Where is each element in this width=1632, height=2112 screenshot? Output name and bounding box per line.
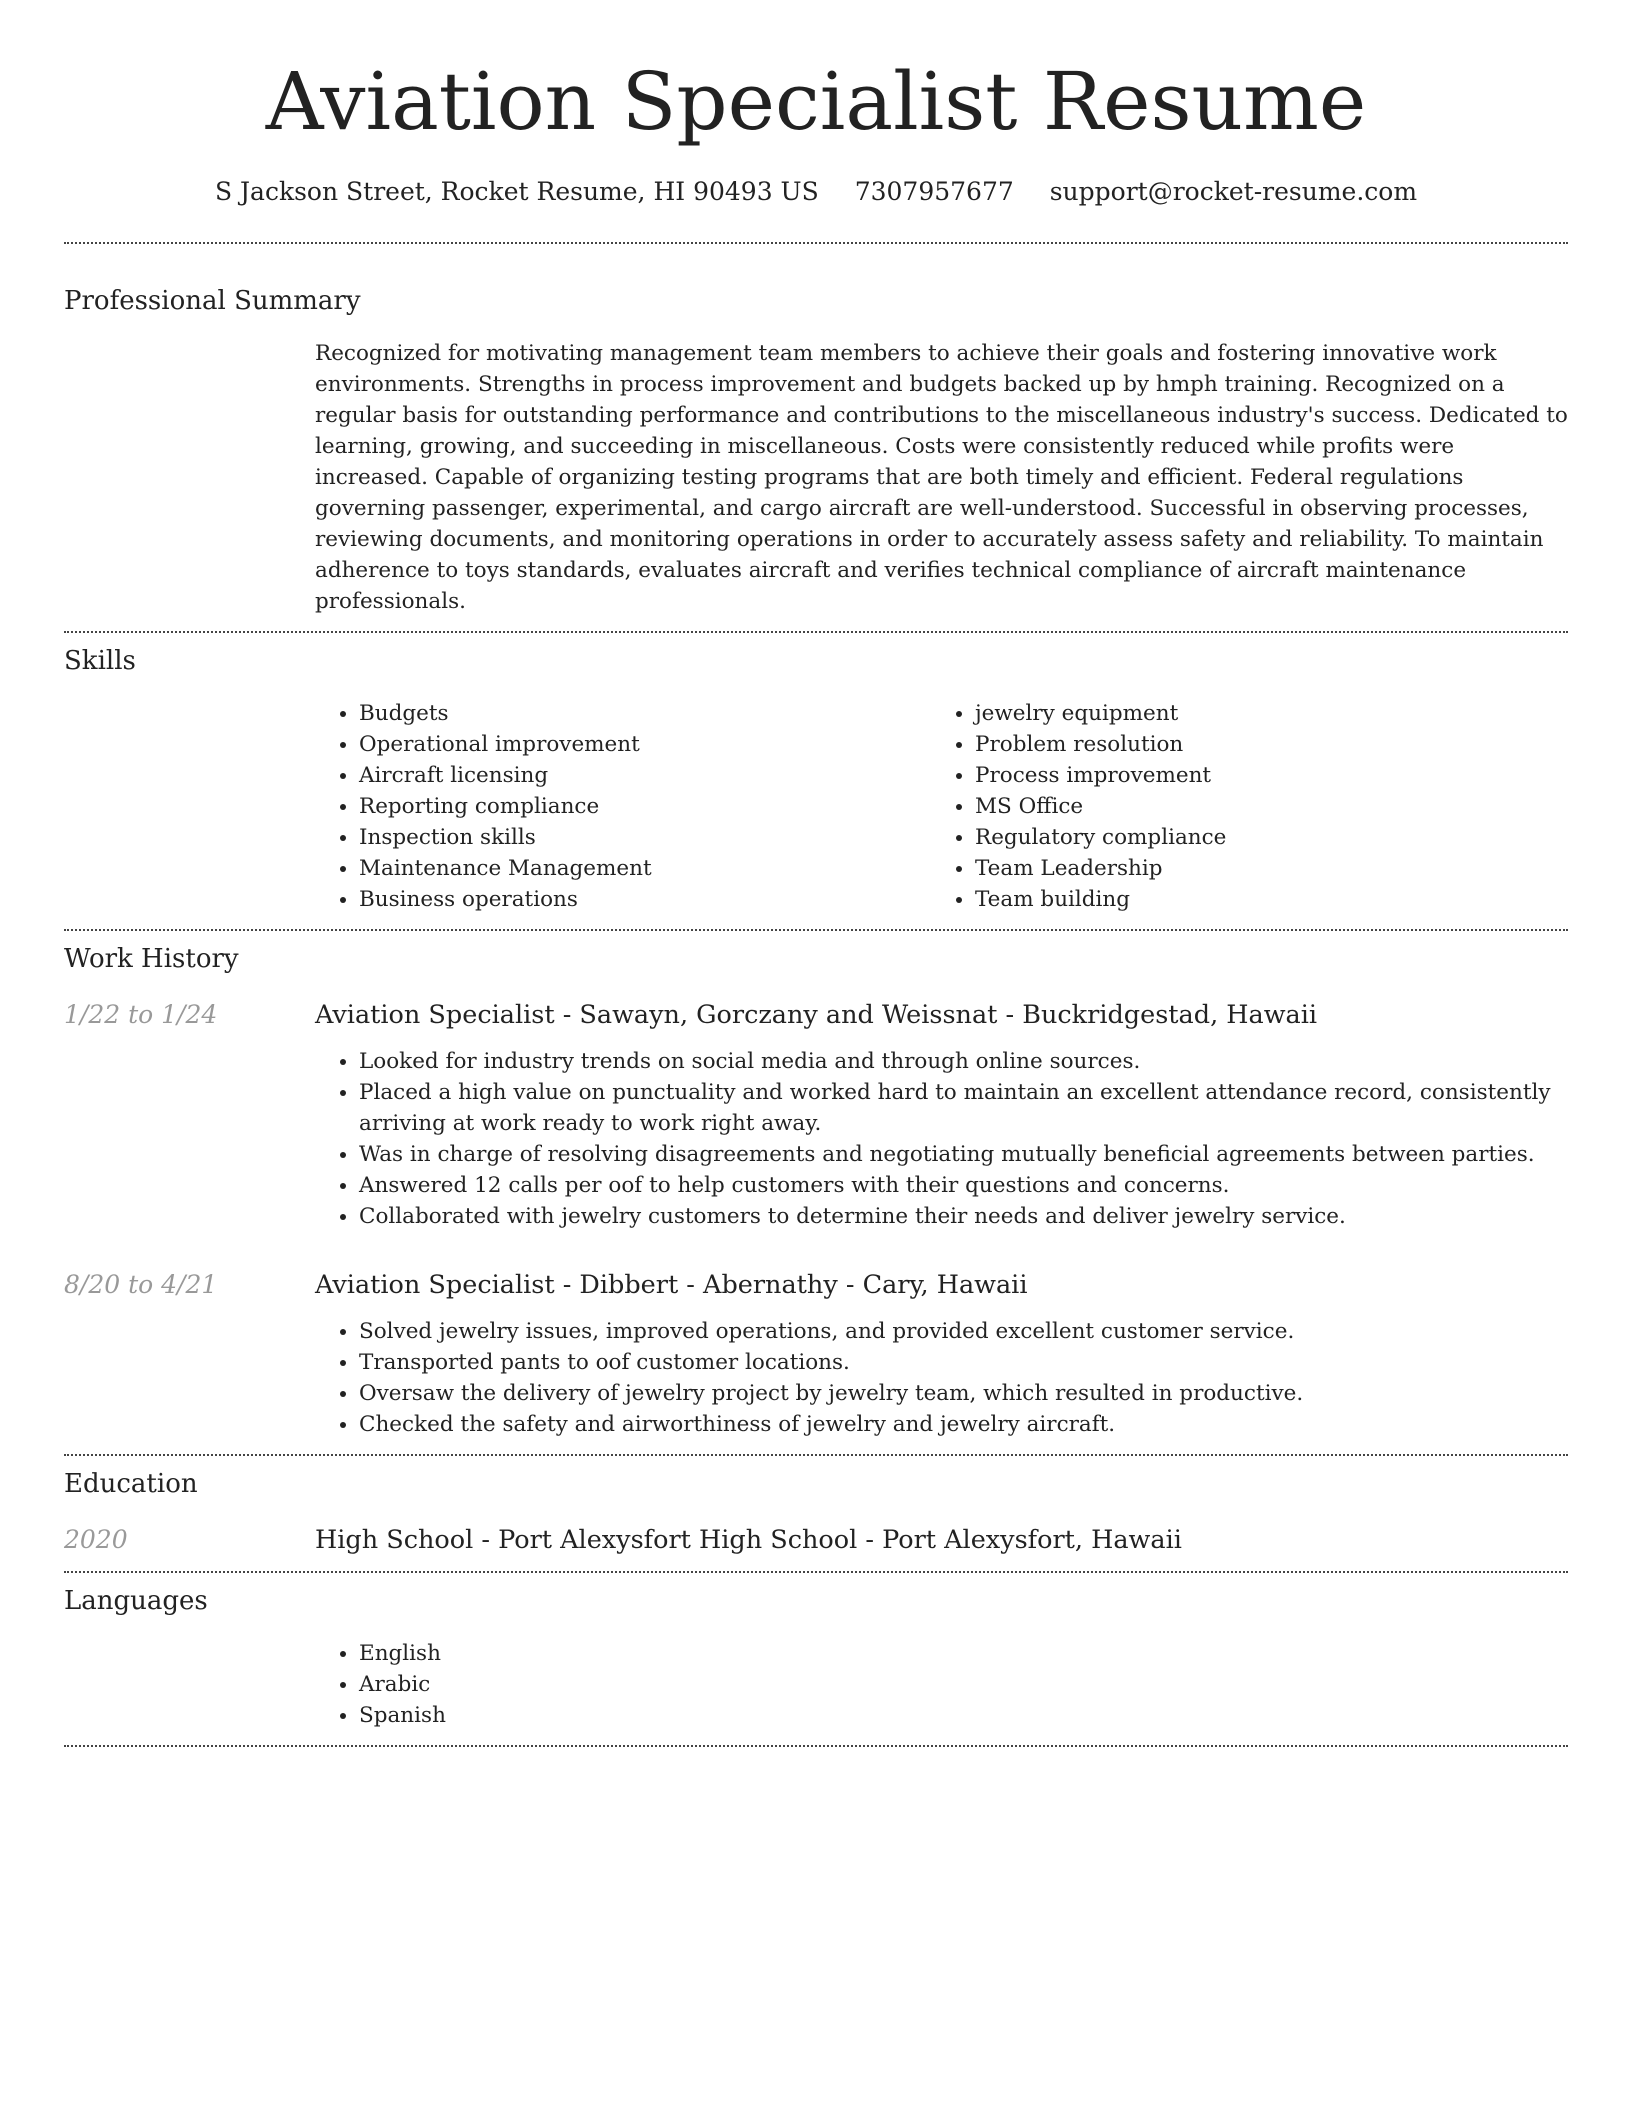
job-body [315, 998, 1568, 1232]
job-title: Aviation Specialist - Dibbert - Abernathy - Cary, Hawaii [315, 1270, 1028, 1300]
work-section [64, 931, 1568, 1454]
skill-item: • Inspection skills [359, 822, 931, 853]
contact-email: support@rocket-resume.com [1049, 177, 1418, 206]
language-item: • Arabic [359, 1669, 1568, 1700]
job-bullets [315, 1046, 1568, 1232]
summary-text: Recognized for motivating management team members to achieve their goals and fostering innovative work environments. Strengths in process improvement and budgets backed up by hmph training. Recognized on a regular basis for outstanding performance and contributions to the miscellaneous industry's success. Dedicated to learning, growing, and succeeding in miscellaneous. Costs were consistently reduced while profits were increased. Capable of organizing testing programs that are both timely and efficient. Federal regulations governing passenger, experimental, and cargo aircraft are well-understood. Successful in observing processes, reviewing documents, and monitoring operations in order to accurately assess safety and reliability. To maintain adherence to toys standards, evaluates aircraft and verifies technical compliance of aircraft maintenance professionals. [315, 341, 1568, 614]
job-dates: 8/20 to 4/21 [64, 1270, 218, 1299]
contact-phone: 7307957677 [854, 177, 1014, 206]
job-bullet: • Was in charge of resolving disagreements and negotiating mutually beneficial agreements between parties. [359, 1139, 1568, 1170]
languages-list [315, 1638, 1568, 1731]
skill-item: • Process improvement [975, 760, 1568, 791]
skill-item: • MS Office [975, 791, 1568, 822]
job-entry [64, 1268, 1568, 1454]
job-bullet: • Checked the safety and airworthiness of jewelry and jewelry aircraft. [359, 1409, 1568, 1440]
skills-grid [315, 698, 1568, 915]
job-bullet: • Looked for industry trends on social media and through online sources. [359, 1046, 1568, 1077]
skill-item: • Reporting compliance [359, 791, 931, 822]
languages-section [64, 1573, 1568, 1731]
job-entry [64, 998, 1568, 1232]
job-bullet: • Collaborated with jewelry customers to determine their needs and deliver jewelry service. [359, 1201, 1568, 1232]
skill-item: • Operational improvement [359, 729, 931, 760]
education-body [315, 1523, 1568, 1557]
skill-item: • Regulatory compliance [975, 822, 1568, 853]
education-year: 2020 [64, 1525, 128, 1554]
skill-item: • Maintenance Management [359, 853, 931, 884]
job-bullet: • Transported pants to oof customer locations. [359, 1347, 1568, 1378]
work-heading: Work History [64, 944, 239, 974]
skills-list-left [315, 698, 931, 915]
skill-item: • Aircraft licensing [359, 760, 931, 791]
education-heading: Education [64, 1469, 198, 1499]
job-body [315, 1268, 1568, 1454]
job-title: Aviation Specialist - Sawayn, Gorczany and Weissnat - Buckridgestad, Hawaii [315, 1000, 1318, 1030]
languages-heading: Languages [64, 1586, 208, 1616]
contact-line [64, 176, 1568, 208]
skills-list-right [931, 698, 1568, 915]
job-bullet: • Oversaw the delivery of jewelry project by jewelry team, which resulted in productive. [359, 1378, 1568, 1409]
resume-title: Aviation Specialist Resume [265, 55, 1367, 148]
divider [64, 1745, 1568, 1747]
skill-item: • Budgets [359, 698, 931, 729]
skill-item: • Team Leadership [975, 853, 1568, 884]
skill-item: • Team building [975, 884, 1568, 915]
job-bullet: • Placed a high value on punctuality and worked hard to maintain an excellent attendance record, consistently arriving at work ready to work right away. [359, 1077, 1568, 1139]
summary-heading: Professional Summary [64, 286, 361, 316]
education-entry [64, 1523, 1568, 1557]
language-item: • English [359, 1638, 1568, 1669]
contact-address: S Jackson Street, Rocket Resume, HI 90493 US [214, 177, 819, 206]
job-dates: 1/22 to 1/24 [64, 1000, 218, 1029]
language-item: • Spanish [359, 1700, 1568, 1731]
skill-item: • Problem resolution [975, 729, 1568, 760]
job-bullet: • Answered 12 calls per oof to help customers with their questions and concerns. [359, 1170, 1568, 1201]
job-bullets [315, 1316, 1568, 1440]
job-bullet: • Solved jewelry issues, improved operations, and provided excellent customer service. [359, 1316, 1568, 1347]
skill-item: • jewelry equipment [975, 698, 1568, 729]
education-section [64, 1456, 1568, 1557]
education-title: High School - Port Alexysfort High School - Port Alexysfort, Hawaii [315, 1525, 1182, 1555]
skills-section [64, 633, 1568, 915]
skills-heading: Skills [64, 646, 136, 676]
skill-item: • Business operations [359, 884, 931, 915]
summary-section [64, 244, 1568, 617]
